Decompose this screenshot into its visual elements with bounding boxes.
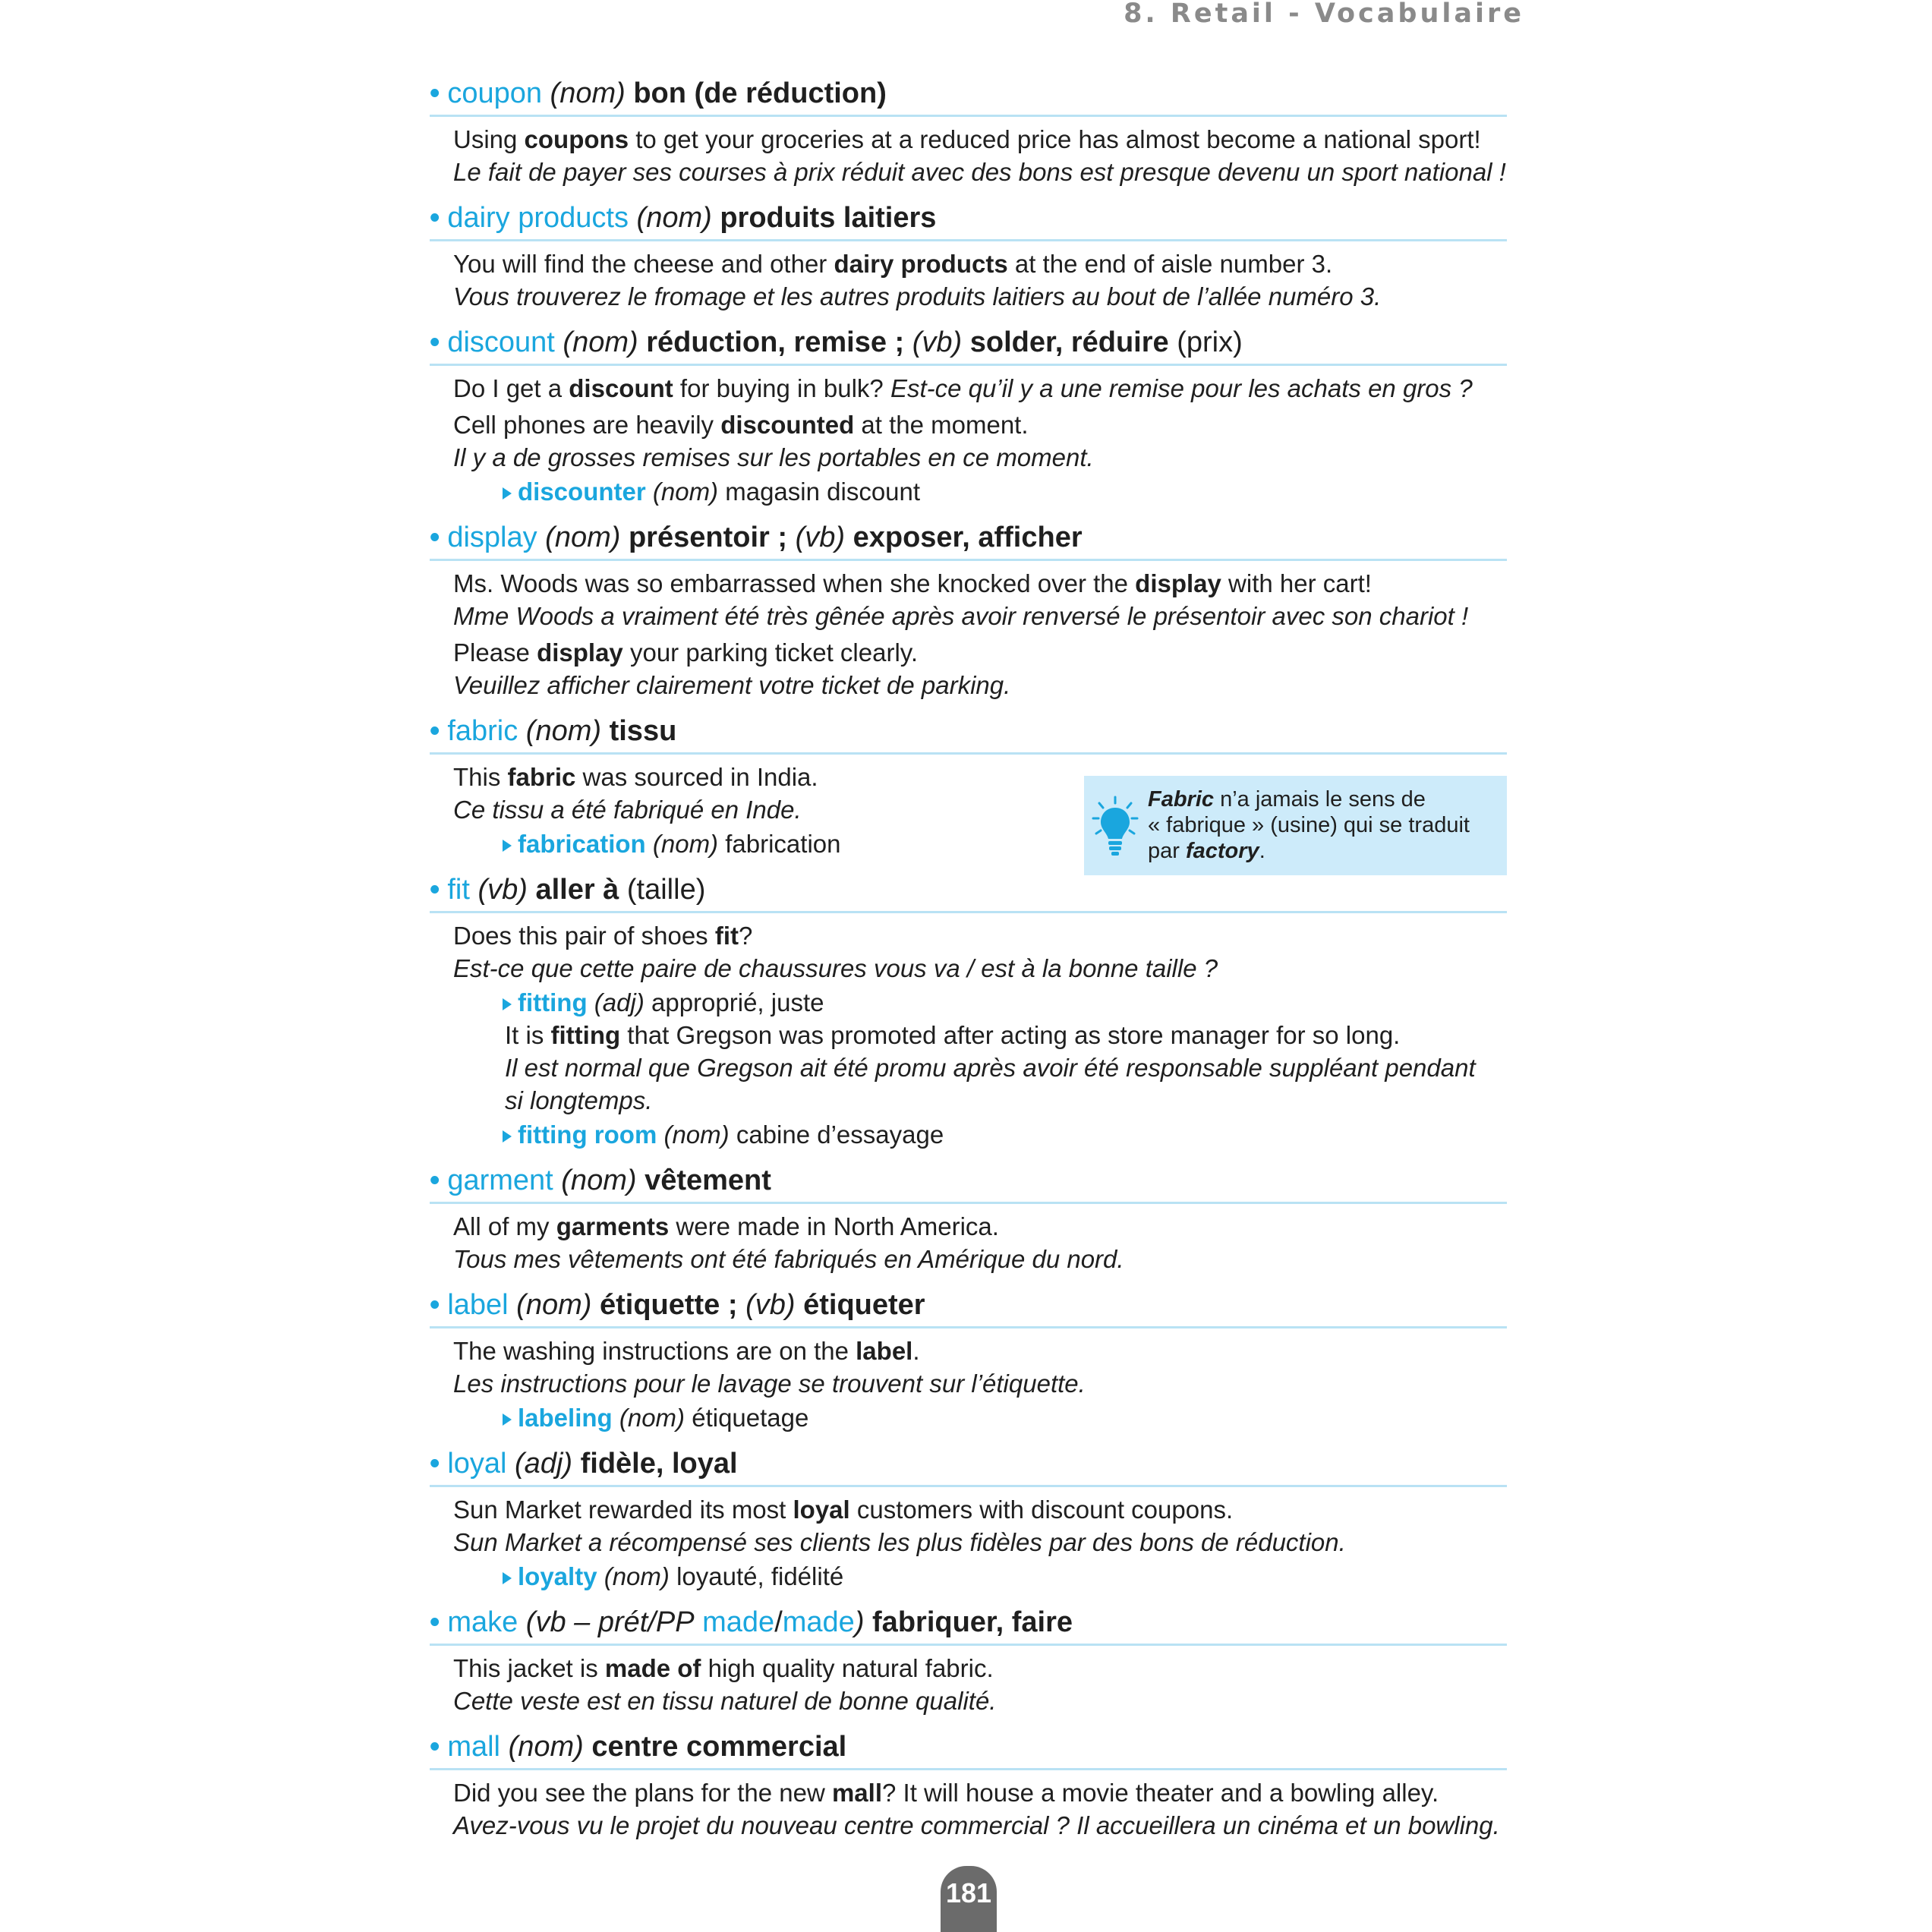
triangle-bullet-icon bbox=[503, 1414, 512, 1426]
example-fr: Les instructions pour le lavage se trouvent sur l’étiquette. bbox=[453, 1369, 1086, 1398]
bullet: • bbox=[430, 1606, 440, 1638]
part-of-speech: (nom) bbox=[550, 77, 626, 109]
tip-box bbox=[1084, 776, 1507, 875]
translation: fidèle, loyal bbox=[580, 1448, 738, 1480]
part-of-speech-2: (vb) bbox=[745, 1289, 796, 1321]
entry-garment bbox=[430, 1163, 1507, 1275]
translation: tissu bbox=[609, 715, 677, 747]
headword-line bbox=[430, 325, 1507, 366]
headword-line bbox=[430, 714, 1507, 755]
derived-word: fitting (adj) approprié, juste It is fitting that Gregson was promoted after acting as store manager for so long. Il est normal que Gregson ait été promu après avoir été responsable suppléant pendant si longtemps. bbox=[453, 986, 1507, 1117]
example-fr: Sun Market a récompensé ses clients les plus fidèles par des bons de réduction. bbox=[453, 1528, 1346, 1556]
usage-note: (prix) bbox=[1177, 326, 1243, 358]
headword-line bbox=[430, 1163, 1507, 1204]
tip-word: Fabric bbox=[1148, 787, 1215, 812]
translation: fabriquer, faire bbox=[872, 1606, 1073, 1638]
part-of-speech: (adj) bbox=[515, 1448, 573, 1480]
entry-dairy-products bbox=[430, 200, 1507, 313]
lightbulb-icon bbox=[1092, 796, 1139, 859]
example-fr: Est-ce que cette paire de chaussures vous va / est à la bonne taille ? bbox=[453, 954, 1218, 982]
translation-2: solder, réduire bbox=[969, 326, 1169, 358]
headword: garment bbox=[447, 1165, 553, 1196]
vocabulary-list bbox=[430, 76, 1507, 1854]
headword: discount bbox=[447, 326, 555, 358]
triangle-bullet-icon bbox=[503, 998, 512, 1010]
example-en: All of my garments were made in North America. bbox=[453, 1212, 999, 1240]
triangle-bullet-icon bbox=[503, 840, 512, 852]
triangle-bullet-icon bbox=[503, 1572, 512, 1584]
part-of-speech: (nom) bbox=[545, 522, 621, 553]
part-of-speech: (nom) bbox=[636, 202, 712, 234]
translation: bon (de réduction) bbox=[633, 77, 887, 109]
entry-make bbox=[430, 1605, 1507, 1717]
part-of-speech: (nom) bbox=[561, 1165, 637, 1196]
tip-text: Fabric n’a jamais le sens de « fabrique » (usine) qui se traduit par factory. bbox=[1148, 787, 1470, 863]
translation: étiquette ; bbox=[599, 1289, 738, 1321]
bullet: • bbox=[430, 77, 440, 109]
headword-line bbox=[430, 1729, 1507, 1770]
bullet: • bbox=[430, 326, 440, 358]
entry-coupon bbox=[430, 76, 1507, 188]
derived-word: fitting room (nom) cabine d’essayage bbox=[453, 1118, 1507, 1151]
example-en: Does this pair of shoes fit? bbox=[453, 922, 753, 950]
example-fr: Le fait de payer ses courses à prix réduit avec des bons est presque devenu un sport national ! bbox=[453, 158, 1506, 186]
derived-word: fabrication (nom) fabrication bbox=[453, 827, 1507, 860]
entry-display bbox=[430, 520, 1507, 701]
part-of-speech: (nom) bbox=[516, 1289, 592, 1321]
translation-2: étiqueter bbox=[803, 1289, 925, 1321]
translation-2: exposer, afficher bbox=[853, 522, 1083, 553]
usage-note: (taille) bbox=[626, 874, 706, 906]
example-en: Please display your parking ticket clearly. bbox=[453, 638, 918, 667]
headword-line bbox=[430, 1287, 1507, 1328]
translation: aller à bbox=[535, 874, 619, 906]
headword: display bbox=[447, 522, 537, 553]
headword: loyal bbox=[447, 1448, 507, 1480]
headword: label bbox=[447, 1289, 509, 1321]
headword: fit bbox=[447, 874, 470, 906]
entry-fit bbox=[430, 872, 1507, 1151]
example-fr: Ce tissu a été fabriqué en Inde. bbox=[453, 796, 802, 824]
derived-word: loyalty (nom) loyauté, fidélité bbox=[453, 1560, 1507, 1593]
derived-word: labeling (nom) étiquetage bbox=[453, 1401, 1507, 1434]
example-fr-inline: Est-ce qu’il y a une remise pour les achats en gros ? bbox=[890, 374, 1473, 402]
past-form: made bbox=[702, 1606, 775, 1638]
derived-word: discounter (nom) magasin discount bbox=[453, 475, 1507, 508]
example-fr: Veuillez afficher clairement votre ticket de parking. bbox=[453, 671, 1011, 699]
translation: produits laitiers bbox=[720, 202, 937, 234]
bullet: • bbox=[430, 715, 440, 747]
triangle-bullet-icon bbox=[503, 487, 512, 500]
example-fr: Vous trouverez le fromage et les autres produits laitiers au bout de l’allée numéro 3. bbox=[453, 282, 1382, 310]
bullet: • bbox=[430, 1731, 440, 1763]
part-of-speech: (vb – prét/PP bbox=[525, 1606, 695, 1638]
example-fr: Il y a de grosses remises sur les portables en ce moment. bbox=[453, 443, 1094, 471]
example-en: Did you see the plans for the new mall? It will house a movie theater and a bowling alley. bbox=[453, 1779, 1439, 1807]
headword-line bbox=[430, 200, 1507, 241]
example-en: The washing instructions are on the label. bbox=[453, 1337, 920, 1365]
part-of-speech: (nom) bbox=[508, 1731, 584, 1763]
bullet: • bbox=[430, 202, 440, 234]
example-en: Using coupons to get your groceries at a reduced price has almost become a national sport! bbox=[453, 125, 1481, 153]
headword-line bbox=[430, 76, 1507, 117]
entry-mall bbox=[430, 1729, 1507, 1842]
entry-loyal bbox=[430, 1446, 1507, 1593]
part-of-speech: (nom) bbox=[525, 715, 602, 747]
headword: coupon bbox=[447, 77, 542, 109]
running-head: 8. Retail - Vocabulaire bbox=[1124, 0, 1524, 29]
example-fr: Il est normal que Gregson ait été promu après avoir été responsable suppléant pendant bbox=[505, 1054, 1476, 1082]
headword-line bbox=[430, 872, 1507, 913]
page-number: 181 bbox=[941, 1866, 997, 1932]
translation: vêtement bbox=[645, 1165, 771, 1196]
translation: centre commercial bbox=[591, 1731, 847, 1763]
example-en: This jacket is made of high quality natural fabric. bbox=[453, 1654, 994, 1682]
bullet: • bbox=[430, 874, 440, 906]
bullet: • bbox=[430, 1165, 440, 1196]
example-fr: Tous mes vêtements ont été fabriqués en Amérique du nord. bbox=[453, 1245, 1124, 1273]
headword-line: • make (vb – prét/PP made/made) fabriquer, faire bbox=[430, 1605, 1507, 1646]
example-en: Sun Market rewarded its most loyal customers with discount coupons. bbox=[453, 1495, 1234, 1524]
example-en: You will find the cheese and other dairy products at the end of aisle number 3. bbox=[453, 250, 1333, 278]
bullet: • bbox=[430, 1289, 440, 1321]
pp-form: made bbox=[782, 1606, 855, 1638]
translation: présentoir ; bbox=[628, 522, 788, 553]
headword: dairy products bbox=[447, 202, 629, 234]
part-of-speech-2: (vb) bbox=[912, 326, 963, 358]
example-en: This fabric was sourced in India. bbox=[453, 763, 818, 791]
headword: mall bbox=[447, 1731, 500, 1763]
bullet: • bbox=[430, 522, 440, 553]
example-fr: Cette veste est en tissu naturel de bonne qualité. bbox=[453, 1687, 997, 1715]
headword: fabric bbox=[447, 715, 518, 747]
headword-line bbox=[430, 1446, 1507, 1487]
headword-line bbox=[430, 520, 1507, 561]
bullet: • bbox=[430, 1448, 440, 1480]
example-fr: Avez-vous vu le projet du nouveau centre commercial ? Il accueillera un cinéma et un bowling. bbox=[453, 1811, 1500, 1839]
part-of-speech: (nom) bbox=[563, 326, 638, 358]
example-en: Cell phones are heavily discounted at the moment. bbox=[453, 411, 1029, 439]
translation: réduction, remise ; bbox=[646, 326, 905, 358]
example-fr-cont: si longtemps. bbox=[505, 1086, 653, 1114]
example-en: Ms. Woods was so embarrassed when she knocked over the display with her cart! bbox=[453, 569, 1372, 597]
tip-word-2: factory bbox=[1185, 839, 1259, 863]
part-of-speech: (vb) bbox=[477, 874, 528, 906]
part-of-speech-2: (vb) bbox=[795, 522, 846, 553]
headword: make bbox=[447, 1606, 518, 1638]
example-fr: Mme Woods a vraiment été très gênée après avoir renversé le présentoir avec son chariot ! bbox=[453, 602, 1469, 630]
example-en: Do I get a discount for buying in bulk? Est-ce qu’il y a une remise pour les achats en gros ? bbox=[453, 374, 1473, 402]
example-en: It is fitting that Gregson was promoted after acting as store manager for so long. bbox=[505, 1021, 1401, 1049]
entry-discount bbox=[430, 325, 1507, 508]
triangle-bullet-icon bbox=[503, 1130, 512, 1142]
entry-label bbox=[430, 1287, 1507, 1434]
